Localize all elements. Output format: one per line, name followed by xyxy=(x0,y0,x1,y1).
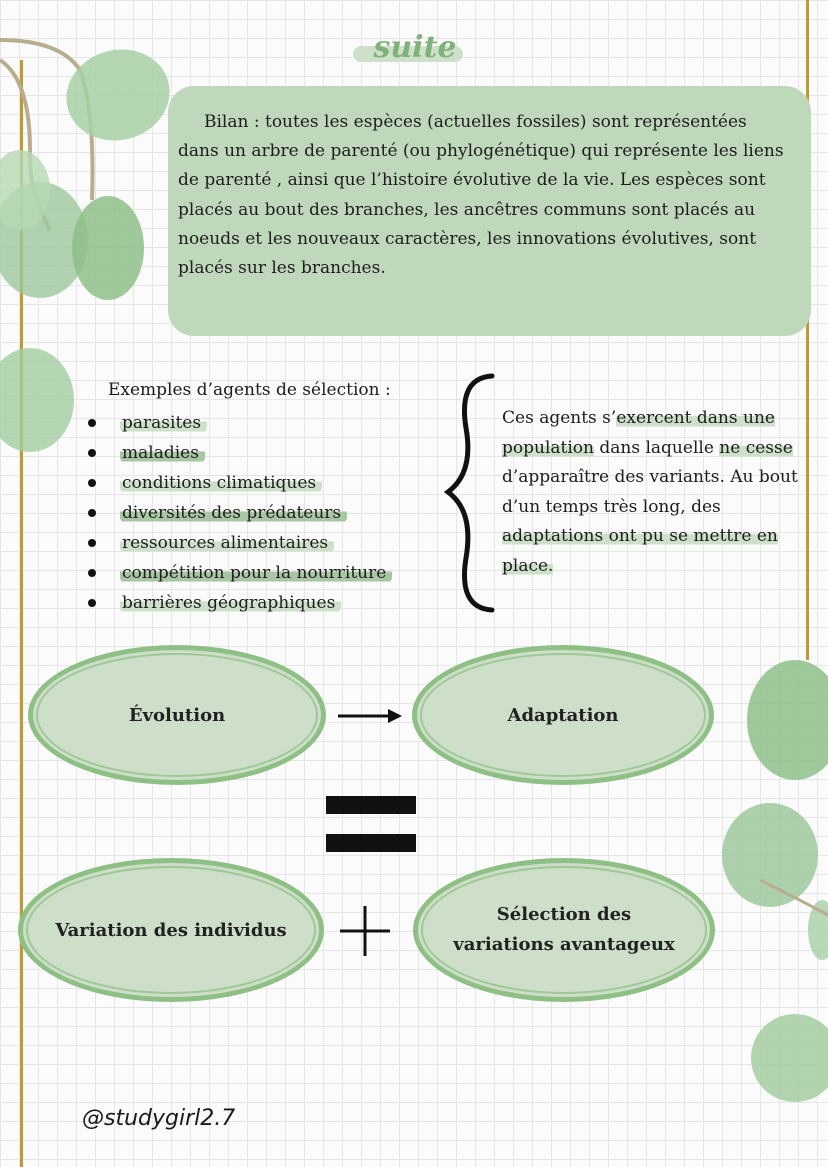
bullet-icon xyxy=(88,539,96,547)
variation-oval: Variation des individus xyxy=(18,858,324,1002)
bullet-icon xyxy=(88,509,96,517)
summary-text: Bilan : toutes les espèces (actuelles fossiles) sont représentées dans un arbre de parenté (ou phylogénétique) qui représente les liens de parenté , ainsi que l’histoire évolutive de la vie. Les espèces sont placés au bout des branches, les ancêtres communs sont placés au noeuds et les nouveaux caractères, les innovations évolutives, sont placés sur les branches. xyxy=(178,112,784,279)
list-item: ressources alimentaires xyxy=(88,528,392,558)
evolution-oval: Évolution xyxy=(28,645,326,785)
examples-heading: Exemples d’agents de sélection : xyxy=(108,380,391,400)
list-item: maladies xyxy=(88,438,392,468)
page-title: suite xyxy=(373,30,457,65)
list-item: compétition pour la nourriture xyxy=(88,558,392,588)
bullet-icon xyxy=(88,479,96,487)
adaptation-oval: Adaptation xyxy=(412,645,714,785)
bullet-icon xyxy=(88,599,96,607)
bullet-icon xyxy=(88,569,96,577)
list-item: diversités des prédateurs xyxy=(88,498,392,528)
agents-explanation: Ces agents s’exercent dans une population dans laquelle ne cesse d’apparaître des variants. Au bout d’un temps très long, des adaptations ont pu se mettre en place. xyxy=(502,408,798,576)
examples-list xyxy=(88,408,392,618)
summary-box xyxy=(168,86,811,336)
equals-bar-bottom xyxy=(326,834,416,852)
plus-icon xyxy=(338,904,392,958)
selection-oval: Sélection des variations avantageux xyxy=(413,858,715,1002)
author-handle: @studygirl2.7 xyxy=(82,1106,236,1131)
list-item: barrières géographiques xyxy=(88,588,392,618)
bullet-icon xyxy=(88,449,96,457)
list-item: parasites xyxy=(88,408,392,438)
equals-bar-top xyxy=(326,796,416,814)
list-item: conditions climatiques xyxy=(88,468,392,498)
curly-brace-icon xyxy=(440,368,500,618)
arrow-right-icon xyxy=(336,706,404,726)
bullet-icon xyxy=(88,419,96,427)
